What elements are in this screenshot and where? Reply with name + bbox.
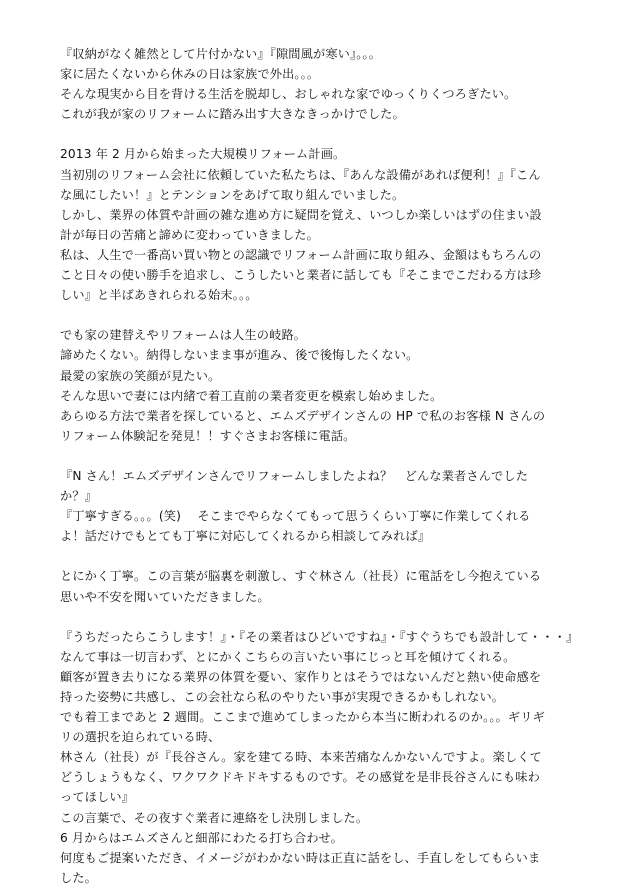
text-line: か？』: [60, 489, 98, 504]
blank-line: [60, 546, 564, 566]
text-line: そんな思いで妻には内緒で着工直前の業者変更を模索し始めました。: [60, 388, 443, 403]
text-line: 計が毎日の苦痛と諦めに変わっていきました。: [60, 227, 319, 242]
text-line: な風にしたい！』とテンションをあげて取り組んでいました。: [60, 187, 405, 202]
text-line: この言葉で、その夜すぐ業者に連絡をし決別しました。: [60, 810, 369, 825]
text-line: よ！話だけでもとても丁寧に対応してくれるから相談してみれば』: [60, 529, 431, 544]
text-line: そんな現実から目を背ける生活を脱却し、おしゃれな家でゆっくりくつろぎたい。: [60, 87, 517, 102]
text-line: なんて事は一切言わず、とにかくこちらの言いたい事にじっと耳を傾けてくれる。: [60, 649, 516, 664]
text-line: 『N さん！エムズデザインさんでリフォームしましたよね？ どんな業者さんでした: [60, 468, 529, 483]
text-line: 何度もご提案いただき、イメージがわかない時は正直に話をし、手直しをしてもらいま: [60, 850, 541, 865]
text-line: 顧客が置き去りになる業界の体質を憂い、家作りとはそうではないんだと熱い使命感を: [60, 669, 542, 684]
text-line: 『丁寧すぎる。。。(笑) そこまでやらなくてもって思うくらい丁寧に作業してくれる: [60, 509, 531, 524]
text-line: リフォーム体験記を発見！！すぐさまお客様に電話。: [60, 428, 356, 443]
text-line: こと日々の使い勝手を追求し、こうしたいと業者に話しても『そこまでこだわる方は珍: [60, 268, 542, 283]
text-line: 諦めたくない。納得しないまま事が進み、後で後悔したくない。: [60, 348, 419, 363]
text-line: あらゆる方法で業者を探していると、エムズデザインさんの HP で私のお客様 N さんの: [60, 408, 546, 423]
text-line: 私は、人生で一番高い買い物との認識でリフォーム計画に取り組み、金額はもちろんの: [60, 247, 542, 262]
text-line: ってほしい』: [60, 790, 135, 805]
text-line: 2013 年 2 月から始まった大規模リフォーム計画。: [60, 147, 346, 162]
text-line: 『うちだったらこうします！』・『その業者はひどいですね』・『すぐうちでも設計して・・・』: [60, 629, 579, 644]
blank-line: [60, 446, 564, 466]
text-line: しい』と半ばあきれられる始末。。。: [60, 288, 258, 303]
text-line: 持った姿勢に共感し、この会社なら私のやりたい事が実現できるかもしれない。: [60, 690, 505, 704]
text-line: リの選択を迫られている時、: [60, 730, 221, 745]
text-line: しかし、業界の体質や計画の雑な進め方に疑問を覚え、いつしか楽しいはずの住まい設: [60, 207, 542, 222]
text-line: とにかく丁寧。この言葉が脳裏を刺激し、すぐ林さん（社長）に電話をし今抱えている: [60, 569, 542, 584]
text-line: これが我が家のリフォームに踏み出す大きなきっかけでした。: [60, 107, 405, 122]
text-line: 当初別のリフォーム会社に依頼していた私たちは、『あんな設備があれば便利！』『こん: [60, 167, 541, 182]
text-line: どうしょうもなく、ワクワクドキドキするものです。その感覚を是非長谷さんにも味わ: [60, 770, 540, 785]
text-line: した。: [60, 870, 98, 885]
text-line: 林さん（社長）が『長谷さん。家を建てる時、本来苦痛なんかないんですよ。楽しくて: [60, 750, 542, 765]
text-line: 家に居たくないから休みの日は家族で外出。。。: [60, 67, 320, 82]
text-line: 思いや不安を聞いていただきました。: [60, 589, 270, 604]
body-text: [60, 44, 579, 888]
text-line: でも着工まであと 2 週間。ここまで進めてしまったから本当に断われるのか。。。ギリギ: [60, 710, 545, 725]
blank-line: [60, 607, 564, 627]
blank-line: [60, 124, 564, 144]
text-line: 6 月からはエムズさんと細部にわたる打ち合わせ。: [60, 830, 343, 845]
text-line: 『収納がなく雑然として片付かない』『隙間風が寒い』。。。: [60, 47, 382, 61]
text-line: でも家の建替えやリフォームは人生の岐路。: [60, 328, 307, 343]
blank-line: [60, 305, 564, 325]
text-line: 最愛の家族の笑顔が見たい。: [60, 368, 221, 383]
